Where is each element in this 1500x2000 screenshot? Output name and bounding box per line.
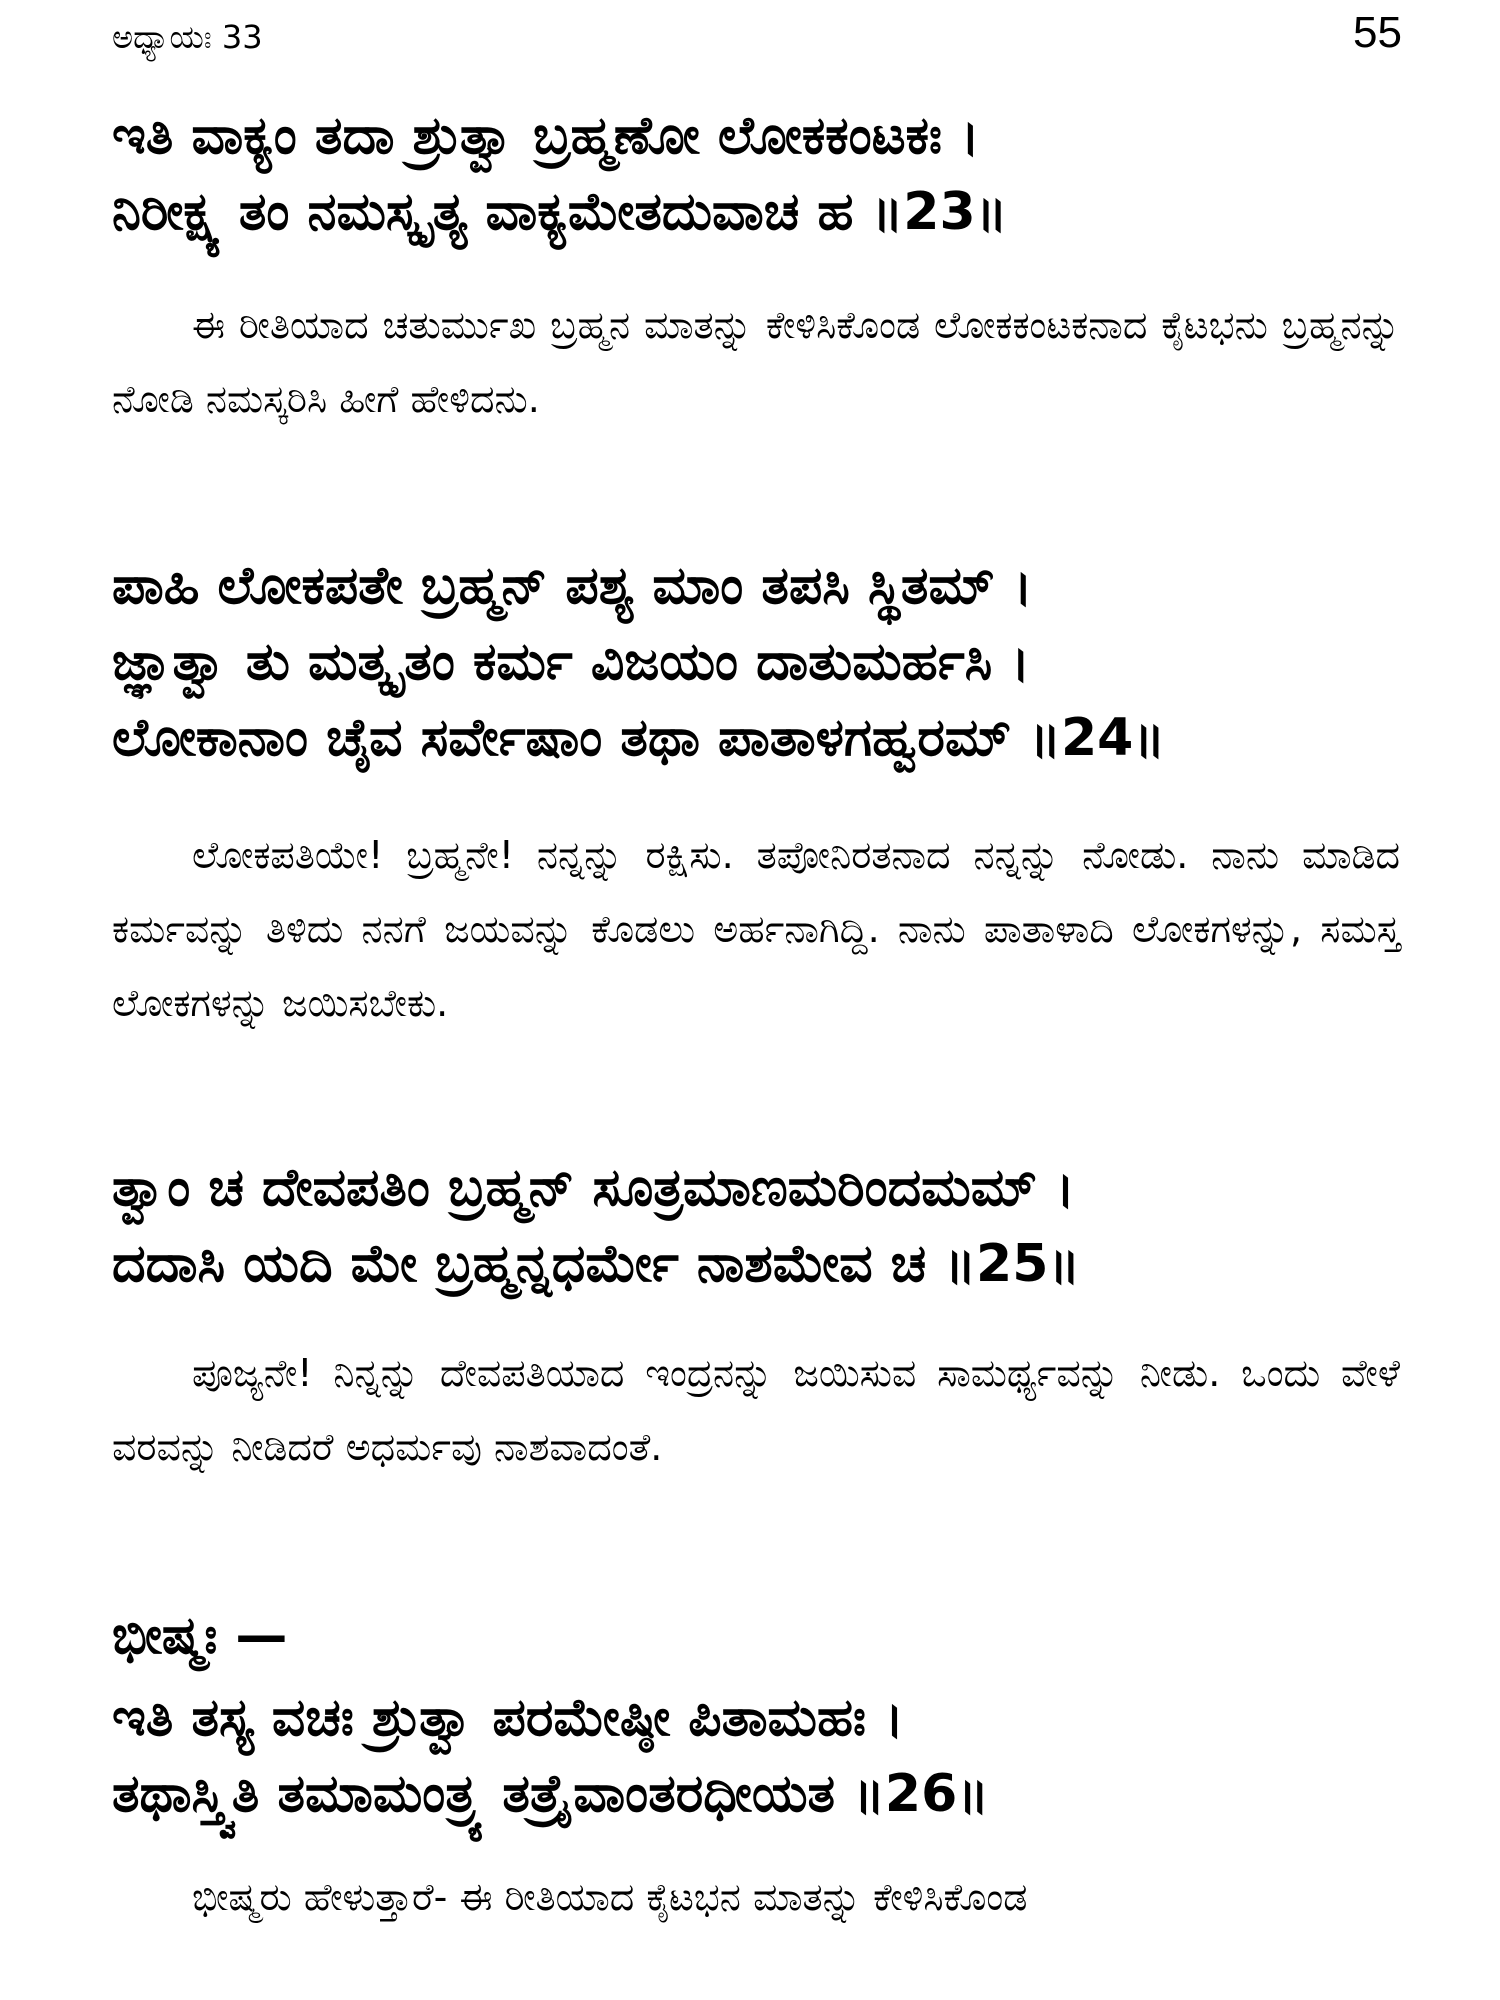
verse-line: ಜ್ಞಾತ್ವಾ ತು ಮತ್ಕೃತಂ ಕರ್ಮ ವಿಜಯಂ ದಾತುಮರ್ಹಸಿ । bbox=[112, 632, 1031, 692]
commentary-text: ಈ ರೀತಿಯಾದ ಚತುರ್ಮುಖ ಬ್ರಹ್ಮನ ಮಾತನ್ನು ಕೇಳಿಸಿಕೊಂಡ ಲೋಕಕಂಟಕನಾದ ಕೈಟಭನು ಬ್ರಹ್ಮನನ್ನು ನೋಡಿ ನಮಸ್ಕರಿಸಿ ಹೀಗೆ ಹೇಳಿದನು. bbox=[112, 303, 1400, 421]
commentary-23 bbox=[112, 288, 1400, 436]
page-number: 55 bbox=[1353, 8, 1402, 57]
commentary-25 bbox=[112, 1336, 1400, 1484]
commentary-text: ಲೋಕಪತಿಯೇ! ಬ್ರಹ್ಮನೇ! ನನ್ನನ್ನು ರಕ್ಷಿಸು. ತಪೋನಿರತನಾದ ನನ್ನನ್ನು ನೋಡು. ನಾನು ಮಾಡಿದ ಕರ್ಮವನ್ನು ತಿಳಿದು ನನಗೆ ಜಯವನ್ನು ಕೊಡಲು ಅರ್ಹನಾಗಿದ್ದಿ. ನಾನು ಪಾತಾಳಾದಿ ಲೋಕಗಳನ್ನು, ಸಮಸ್ತ ಲೋಕಗಳನ್ನು ಜಯಿಸಬೇಕು. bbox=[112, 833, 1400, 1025]
verse-line: ನಿರೀಕ್ಷ್ಯ ತಂ ನಮಸ್ಕೃತ್ಯ ವಾಕ್ಯಮೇತದುವಾಚ ಹ ॥23॥ bbox=[112, 182, 1008, 242]
verse-23 bbox=[112, 98, 1007, 250]
verse-line: ಪಾಹಿ ಲೋಕಪತೇ ಬ್ರಹ್ಮನ್ ಪಶ್ಯ ಮಾಂ ತಪಸಿ ಸ್ಥಿತಮ್ । bbox=[112, 556, 1033, 616]
commentary-text: ಭೀಷ್ಮರು ಹೇಳುತ್ತಾರೆ- ಈ ರೀತಿಯಾದ ಕೈಟಭನ ಮಾತನ್ನು ಕೇಳಿಸಿಕೊಂಡ bbox=[192, 1875, 1028, 1919]
verse-24 bbox=[112, 548, 1165, 776]
verse-26 bbox=[112, 1680, 989, 1832]
verse-line: ತಥಾಸ್ತ್ವಿತಿ ತಮಾಮಂತ್ರ್ಯ ತತ್ರೈವಾಂತರಧೀಯತ ॥26॥ bbox=[112, 1764, 989, 1824]
verse-line: ದದಾಸಿ ಯದಿ ಮೇ ಬ್ರಹ್ಮನ್ನಧರ್ಮೇ ನಾಶಮೇವ ಚ ॥25॥ bbox=[112, 1234, 1081, 1294]
verse-line: ಲೋಕಾನಾಂ ಚೈವ ಸರ್ವೇಷಾಂ ತಥಾ ಪಾತಾಳಗಹ್ವರಮ್ ॥24॥ bbox=[112, 708, 1166, 768]
chapter-heading: ಅಧ್ಯಾಯಃ 33 bbox=[112, 18, 263, 56]
commentary-text: ಪೂಜ್ಯನೇ! ನಿನ್ನನ್ನು ದೇವಪತಿಯಾದ ಇಂದ್ರನನ್ನು ಜಯಿಸುವ ಸಾಮರ್ಥ್ಯವನ್ನು ನೀಡು. ಒಂದು ವೇಳೆ ವರವನ್ನು ನೀಡಿದರೆ ಅಧರ್ಮವು ನಾಶವಾದಂತೆ. bbox=[112, 1351, 1400, 1469]
verse-line: ಇತಿ ತಸ್ಯ ವಚಃ ಶ್ರುತ್ವಾ ಪರಮೇಷ್ಠೀ ಪಿತಾಮಹಃ । bbox=[112, 1688, 904, 1748]
commentary-24 bbox=[112, 818, 1400, 1040]
page-header bbox=[112, 8, 1402, 68]
verse-line: ತ್ವಾಂ ಚ ದೇವಪತಿಂ ಬ್ರಹ್ಮನ್ ಸೂತ್ರಮಾಣಮರಿಂದಮಮ್ । bbox=[112, 1158, 1075, 1218]
verse-25 bbox=[112, 1150, 1080, 1302]
speaker-label: ಭೀಷ್ಮಃ — bbox=[112, 1606, 288, 1666]
verse-line: ಇತಿ ವಾಕ್ಯಂ ತದಾ ಶ್ರುತ್ವಾ ಬ್ರಹ್ಮಣೋ ಲೋಕಕಂಟಕಃ । bbox=[112, 106, 980, 166]
commentary-26 bbox=[112, 1860, 1400, 1934]
